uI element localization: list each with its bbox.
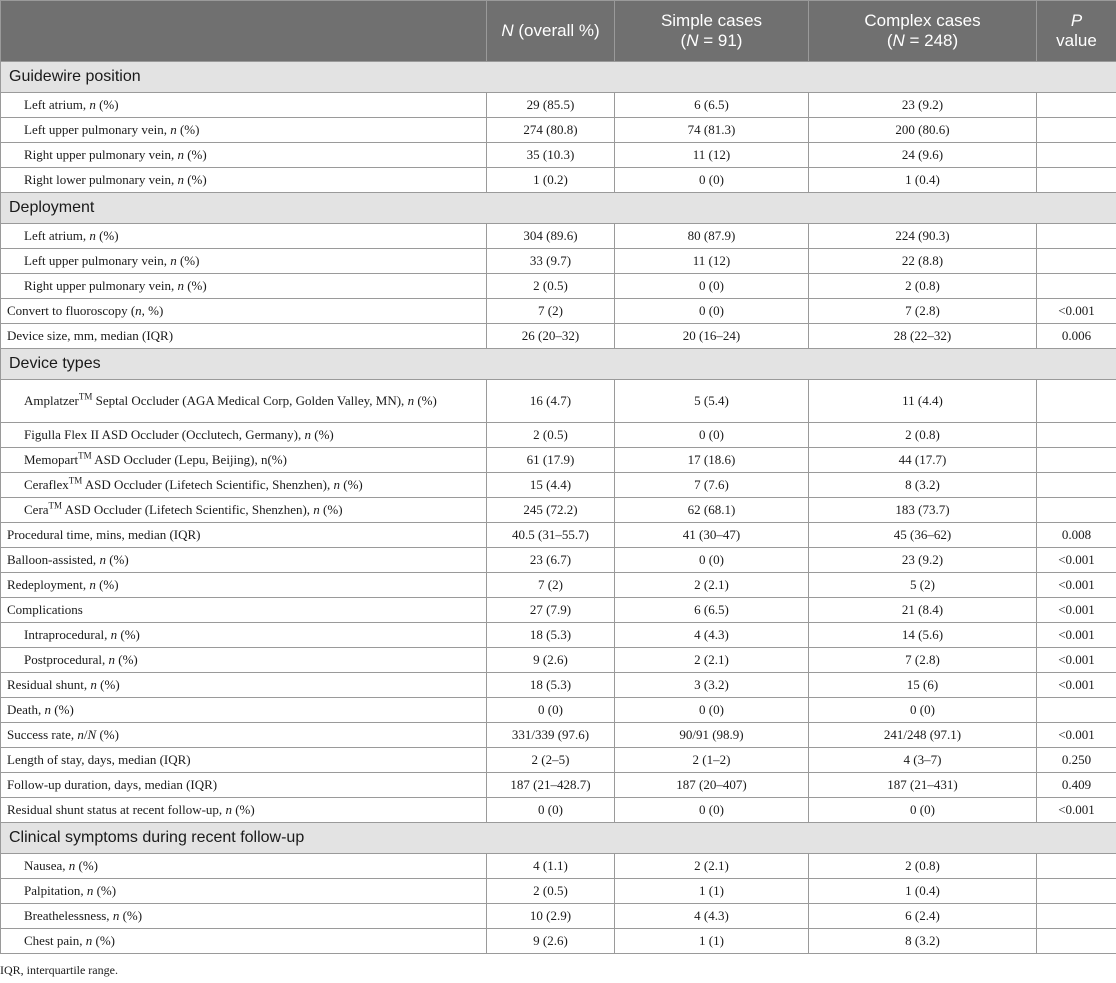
p-value-cell [1037, 118, 1116, 143]
table-row [1, 380, 1116, 423]
overall-value-cell: 23 (6.7) [487, 548, 615, 573]
complex-value-cell: 23 (9.2) [809, 548, 1037, 573]
p-value-cell [1037, 879, 1116, 904]
section-row [1, 823, 1116, 854]
overall-value-cell: 18 (5.3) [487, 623, 615, 648]
complex-value-cell: 2 (0.8) [809, 274, 1037, 299]
table-row [1, 854, 1116, 879]
overall-value-cell: 29 (85.5) [487, 93, 615, 118]
p-value-cell: <0.001 [1037, 299, 1116, 324]
table-body [1, 62, 1116, 954]
row-label: Redeployment, n (%) [1, 573, 487, 598]
complex-value-cell: 6 (2.4) [809, 904, 1037, 929]
complex-value-cell: 7 (2.8) [809, 648, 1037, 673]
row-label: Follow-up duration, days, median (IQR) [1, 773, 487, 798]
overall-value-cell: 4 (1.1) [487, 854, 615, 879]
overall-value-cell: 2 (0.5) [487, 274, 615, 299]
complex-value-cell: 44 (17.7) [809, 448, 1037, 473]
table-row [1, 723, 1116, 748]
overall-value-cell: 2 (2–5) [487, 748, 615, 773]
table-row [1, 573, 1116, 598]
overall-value-cell: 0 (0) [487, 798, 615, 823]
overall-value-cell: 9 (2.6) [487, 648, 615, 673]
simple-value-cell: 5 (5.4) [615, 380, 809, 423]
simple-value-cell: 2 (2.1) [615, 573, 809, 598]
p-value-cell [1037, 904, 1116, 929]
table-row [1, 143, 1116, 168]
simple-value-cell: 1 (1) [615, 929, 809, 954]
row-label: Ceraflex™ ASD Occluder (Lifetech Scientific, Shenzhen), n (%) [1, 473, 487, 498]
simple-value-cell: 0 (0) [615, 423, 809, 448]
simple-value-cell: 187 (20–407) [615, 773, 809, 798]
p-value-cell: <0.001 [1037, 598, 1116, 623]
simple-value-cell: 20 (16–24) [615, 324, 809, 349]
p-value-cell: <0.001 [1037, 798, 1116, 823]
complex-value-cell: 21 (8.4) [809, 598, 1037, 623]
table-row [1, 748, 1116, 773]
simple-value-cell: 11 (12) [615, 143, 809, 168]
row-label: Cera™ ASD Occluder (Lifetech Scientific, Shenzhen), n (%) [1, 498, 487, 523]
simple-value-cell: 0 (0) [615, 548, 809, 573]
p-value-cell: <0.001 [1037, 648, 1116, 673]
p-value-cell [1037, 93, 1116, 118]
table-row [1, 274, 1116, 299]
simple-value-cell: 6 (6.5) [615, 93, 809, 118]
p-value-cell: <0.001 [1037, 623, 1116, 648]
complex-value-cell: 24 (9.6) [809, 143, 1037, 168]
overall-value-cell: 16 (4.7) [487, 380, 615, 423]
simple-value-cell: 2 (2.1) [615, 854, 809, 879]
overall-value-cell: 2 (0.5) [487, 879, 615, 904]
row-label: Right upper pulmonary vein, n (%) [1, 143, 487, 168]
overall-value-cell: 7 (2) [487, 573, 615, 598]
row-label: Complications [1, 598, 487, 623]
complex-value-cell: 2 (0.8) [809, 854, 1037, 879]
table-row [1, 473, 1116, 498]
complex-value-cell: 187 (21–431) [809, 773, 1037, 798]
overall-value-cell: 2 (0.5) [487, 423, 615, 448]
table-row [1, 598, 1116, 623]
section-row [1, 62, 1116, 93]
simple-value-cell: 4 (4.3) [615, 904, 809, 929]
table-row [1, 698, 1116, 723]
row-label: Left upper pulmonary vein, n (%) [1, 249, 487, 274]
overall-value-cell: 0 (0) [487, 698, 615, 723]
row-label: Death, n (%) [1, 698, 487, 723]
p-value-cell: 0.008 [1037, 523, 1116, 548]
p-value-cell [1037, 498, 1116, 523]
section-row [1, 193, 1116, 224]
simple-value-cell: 2 (2.1) [615, 648, 809, 673]
table-header [1, 1, 1116, 62]
p-value-cell: <0.001 [1037, 573, 1116, 598]
row-label: Left atrium, n (%) [1, 224, 487, 249]
overall-value-cell: 10 (2.9) [487, 904, 615, 929]
row-label: Intraprocedural, n (%) [1, 623, 487, 648]
section-label: Device types [1, 349, 1116, 380]
row-label: Success rate, n/N (%) [1, 723, 487, 748]
p-value-cell [1037, 274, 1116, 299]
overall-value-cell: 304 (89.6) [487, 224, 615, 249]
simple-value-cell: 62 (68.1) [615, 498, 809, 523]
row-label: Figulla Flex II ASD Occluder (Occlutech, Germany), n (%) [1, 423, 487, 448]
simple-value-cell: 90/91 (98.9) [615, 723, 809, 748]
table-row [1, 673, 1116, 698]
complex-value-cell: 241/248 (97.1) [809, 723, 1037, 748]
simple-value-cell: 0 (0) [615, 168, 809, 193]
simple-value-cell: 74 (81.3) [615, 118, 809, 143]
complex-value-cell: 0 (0) [809, 698, 1037, 723]
table-row [1, 648, 1116, 673]
simple-value-cell: 0 (0) [615, 698, 809, 723]
row-label: Length of stay, days, median (IQR) [1, 748, 487, 773]
p-value-cell: <0.001 [1037, 723, 1116, 748]
complex-value-cell: 11 (4.4) [809, 380, 1037, 423]
overall-value-cell: 9 (2.6) [487, 929, 615, 954]
overall-value-cell: 27 (7.9) [487, 598, 615, 623]
table-row [1, 93, 1116, 118]
simple-value-cell: 1 (1) [615, 879, 809, 904]
overall-value-cell: 1 (0.2) [487, 168, 615, 193]
row-label: Postprocedural, n (%) [1, 648, 487, 673]
overall-value-cell: 40.5 (31–55.7) [487, 523, 615, 548]
simple-value-cell: 17 (18.6) [615, 448, 809, 473]
table-row [1, 249, 1116, 274]
complex-value-cell: 183 (73.7) [809, 498, 1037, 523]
overall-value-cell: 35 (10.3) [487, 143, 615, 168]
complex-value-cell: 200 (80.6) [809, 118, 1037, 143]
complex-value-cell: 15 (6) [809, 673, 1037, 698]
table-footnote: IQR, interquartile range. [0, 963, 118, 977]
p-value-cell [1037, 380, 1116, 423]
p-value-cell [1037, 143, 1116, 168]
table-row [1, 498, 1116, 523]
row-label: Nausea, n (%) [1, 854, 487, 879]
table-row [1, 448, 1116, 473]
complex-value-cell: 2 (0.8) [809, 423, 1037, 448]
p-value-cell [1037, 448, 1116, 473]
p-value-cell [1037, 249, 1116, 274]
table-row [1, 168, 1116, 193]
row-label: Left upper pulmonary vein, n (%) [1, 118, 487, 143]
overall-value-cell: 187 (21–428.7) [487, 773, 615, 798]
overall-value-cell: 33 (9.7) [487, 249, 615, 274]
overall-value-cell: 61 (17.9) [487, 448, 615, 473]
table-row [1, 523, 1116, 548]
p-value-cell [1037, 423, 1116, 448]
table-row [1, 623, 1116, 648]
simple-value-cell: 7 (7.6) [615, 473, 809, 498]
row-label: Amplatzer™ Septal Occluder (AGA Medical Corp, Golden Valley, MN), n (%) [1, 380, 487, 423]
p-value-cell [1037, 473, 1116, 498]
section-row [1, 349, 1116, 380]
overall-value-cell: 245 (72.2) [487, 498, 615, 523]
row-label: Balloon-assisted, n (%) [1, 548, 487, 573]
complex-value-cell: 4 (3–7) [809, 748, 1037, 773]
complex-value-cell: 1 (0.4) [809, 168, 1037, 193]
complex-value-cell: 23 (9.2) [809, 93, 1037, 118]
complex-value-cell: 14 (5.6) [809, 623, 1037, 648]
p-value-cell [1037, 854, 1116, 879]
row-label: Residual shunt, n (%) [1, 673, 487, 698]
table-row [1, 773, 1116, 798]
p-value-cell [1037, 929, 1116, 954]
complex-value-cell: 1 (0.4) [809, 879, 1037, 904]
complex-value-cell: 8 (3.2) [809, 929, 1037, 954]
complex-value-cell: 7 (2.8) [809, 299, 1037, 324]
overall-value-cell: 26 (20–32) [487, 324, 615, 349]
table-row [1, 548, 1116, 573]
table-row [1, 118, 1116, 143]
row-label: Right upper pulmonary vein, n (%) [1, 274, 487, 299]
table-row [1, 798, 1116, 823]
table-row [1, 904, 1116, 929]
p-value-cell: 0.409 [1037, 773, 1116, 798]
row-label: Memopart™ ASD Occluder (Lepu, Beijing), n(%) [1, 448, 487, 473]
simple-value-cell: 80 (87.9) [615, 224, 809, 249]
simple-value-cell: 11 (12) [615, 249, 809, 274]
row-label: Palpitation, n (%) [1, 879, 487, 904]
section-label: Guidewire position [1, 62, 1116, 93]
simple-value-cell: 6 (6.5) [615, 598, 809, 623]
column-header-simple: Simple cases (N = 91) [615, 1, 809, 62]
overall-value-cell: 331/339 (97.6) [487, 723, 615, 748]
overall-value-cell: 274 (80.8) [487, 118, 615, 143]
table-row [1, 929, 1116, 954]
row-label: Chest pain, n (%) [1, 929, 487, 954]
complex-value-cell: 224 (90.3) [809, 224, 1037, 249]
column-header-complex: Complex cases (N = 248) [809, 1, 1037, 62]
row-label: Residual shunt status at recent follow-up, n (%) [1, 798, 487, 823]
complex-value-cell: 22 (8.8) [809, 249, 1037, 274]
p-value-cell [1037, 168, 1116, 193]
complex-value-cell: 8 (3.2) [809, 473, 1037, 498]
table-row [1, 423, 1116, 448]
header-row [1, 1, 1116, 62]
table-row [1, 224, 1116, 249]
complex-value-cell: 5 (2) [809, 573, 1037, 598]
row-label: Left atrium, n (%) [1, 93, 487, 118]
row-label: Breathelessness, n (%) [1, 904, 487, 929]
complex-value-cell: 45 (36–62) [809, 523, 1037, 548]
column-header-overall: N (overall %) [487, 1, 615, 62]
p-value-cell: <0.001 [1037, 673, 1116, 698]
section-label: Clinical symptoms during recent follow-up [1, 823, 1116, 854]
simple-value-cell: 41 (30–47) [615, 523, 809, 548]
row-label: Device size, mm, median (IQR) [1, 324, 487, 349]
section-label: Deployment [1, 193, 1116, 224]
p-value-cell: <0.001 [1037, 548, 1116, 573]
row-label: Right lower pulmonary vein, n (%) [1, 168, 487, 193]
table-row [1, 879, 1116, 904]
column-header-characteristic [1, 1, 487, 62]
simple-value-cell: 4 (4.3) [615, 623, 809, 648]
overall-value-cell: 18 (5.3) [487, 673, 615, 698]
p-value-cell [1037, 698, 1116, 723]
simple-value-cell: 3 (3.2) [615, 673, 809, 698]
row-label: Convert to fluoroscopy (n, %) [1, 299, 487, 324]
simple-value-cell: 0 (0) [615, 798, 809, 823]
p-value-cell [1037, 224, 1116, 249]
overall-value-cell: 7 (2) [487, 299, 615, 324]
table-row [1, 324, 1116, 349]
table-row [1, 299, 1116, 324]
row-label: Procedural time, mins, median (IQR) [1, 523, 487, 548]
simple-value-cell: 0 (0) [615, 274, 809, 299]
p-value-cell: 0.006 [1037, 324, 1116, 349]
overall-value-cell: 15 (4.4) [487, 473, 615, 498]
simple-value-cell: 0 (0) [615, 299, 809, 324]
column-header-p: P value [1037, 1, 1116, 62]
complex-value-cell: 0 (0) [809, 798, 1037, 823]
simple-value-cell: 2 (1–2) [615, 748, 809, 773]
complex-value-cell: 28 (22–32) [809, 324, 1037, 349]
p-value-cell: 0.250 [1037, 748, 1116, 773]
